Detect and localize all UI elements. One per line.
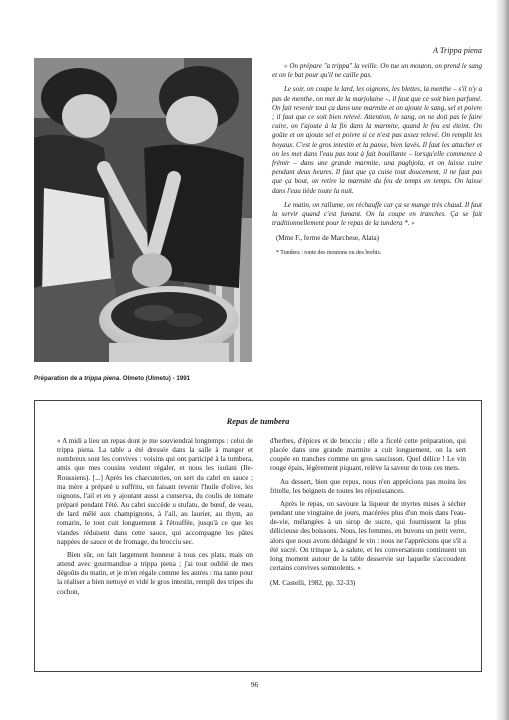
box-left-paragraph-1: « A midi a lieu un repas dont je me souviendrai longtemps : celui de trippa piena. La table a été dressée dans la salle à manger et nombreux sont les convives : voisins qui ont participé à la tumbera, amis que mes cousins veulent régaler, et nous les isulani (Ile-Roussiens). [...] Après les charcuteries, on sert du cabri en sauce ; ma mère a préparé u suffritu, en faisant revenir l'huile d'olive, les oignons, l'ail et en y ajoutant aussi a cunserva, du coulis de tomate préparé pendant l'été. Au cabri succède u stufatu, de bœuf, de veau, de lard mêlé aux champignons, à l'ail, au laurier, au thym, au romarin, le tout cuit longuement à l'étouffée, jusqu'à ce que les viandes réduisent dans cette sauce, qui accompagne les pâtes nappées de sauce et de fromage, du brocciu sec. <box>57 437 253 546</box>
tumbera-box <box>34 400 482 672</box>
caption-italic: a trippa piena <box>79 375 120 382</box>
box-right-paragraph-1: d'herbes, d'épices et de brocciu ; elle a ficelé cette préparation, qui placée dans une grande marmite a cuit longuement, on la sert coupée en tranches comme un gros saucisson. Quel délice ! Le vin rouge épais, légèrement piquant, relève la saveur de tous ces mets. <box>270 437 466 473</box>
caption-suffix: . Olmeto (Ulmetu) - 1991 <box>119 375 191 382</box>
recipe-paragraph-1: « On prépare "a trippa" la veille. On tue un mouton, on prend le sang et on le bat pour qu'il ne caille pas. <box>272 62 482 80</box>
recipe-footnote: * Tundera : tonte des moutons ou des brebis. <box>276 249 382 256</box>
recipe-title: A Trippa piena <box>433 46 482 55</box>
recipe-column <box>272 46 482 258</box>
box-right-paragraph-2: Au dessert, bien que repus, nous n'en apprécions pas moins les fritelle, les beignets de toutes les réjouissances. <box>270 477 466 495</box>
box-left-column <box>57 437 253 601</box>
caption-prefix: Préparation de <box>34 375 80 382</box>
recipe-source: (Mme F., ferme de Marchese, Alata) <box>276 234 380 243</box>
box-right-paragraph-3: Après le repas, on savoure la liqueur de myrtes mises à sécher pendant une vingtaine de jours, macérées plus d'un mois dans l'eau-de-vie, mélangées à un sirop de sucre, qui fournissent la plus délicieuse des boissons. Nous, les femmes, en buvons un petit verre, alors que nous avons dédaigné le vin : nous ne l'apprécions que s'il a été sucré. On trinque à, a salute, et les conversations continuent un long moment autour de la table desservie sur laquelle s'accoudent certains convives somnolents. » <box>270 499 466 573</box>
recipe-paragraph-2: Le soir, on coupe le lard, les oignons, les blettes, la menthe – s'il n'y a pas de menthe, on met de la marjolaine –, il faut que ce soit bien parfumé. On fait revenir tout ça dans une marmite et on ajoute le sang, sel et poivre ; il faut que ce soit bien relevé. Attention, le sang, on ne doit pas le faire cuire, on l'ajoute à la fin dans la marmite, quand le feu est éteint. On goûte et on ajoute sel et poivre si ce n'est pas assez relevé. On remplit les boyaux. C'est le gros intestin et la panse, bien lavés. Il faut les attacher et on les met dans l'eau pas tout à fait bouillante – lorsqu'elle commence à frémir – dans une grande marmite, una paghjola, et on laisse cuire pendant deux heures. Il faut que ça cuise tout doucement, il ne faut pas que ça bout, on retire la marmite du feu de temps en temps. On laisse dans l'eau tiède toute la nuit. <box>272 85 482 195</box>
recipe-paragraph-3: Le matin, on rallume, on réchauffe car ça se mange très chaud. Il faut la servir quand c'est fumant. On la coupe en tranches. Ça se fait traditionnellement pour le repas de la tundera *. » <box>272 200 482 228</box>
page-edge-shadow <box>495 0 509 720</box>
photo-trippa-preparation <box>34 58 252 362</box>
box-left-paragraph-2: Bien sûr, on fait largement honneur à tous ces plats, mais on attend avec gourmandise a trippa piena ; j'ai tout oublié de mes dégoûts du matin, et je m'en régale comme les autres : ma tante pour la réaliser a bien nettoyé et vidé le gros intestin, rempli des tripes du cochon, <box>57 550 253 596</box>
photo-caption <box>34 375 294 382</box>
page-number: 96 <box>250 680 259 689</box>
box-reference: (M. Castelli, 1982, pp. 32-33) <box>270 579 356 588</box>
box-title: Repas de tumbera <box>226 416 290 426</box>
box-right-column <box>270 437 466 592</box>
